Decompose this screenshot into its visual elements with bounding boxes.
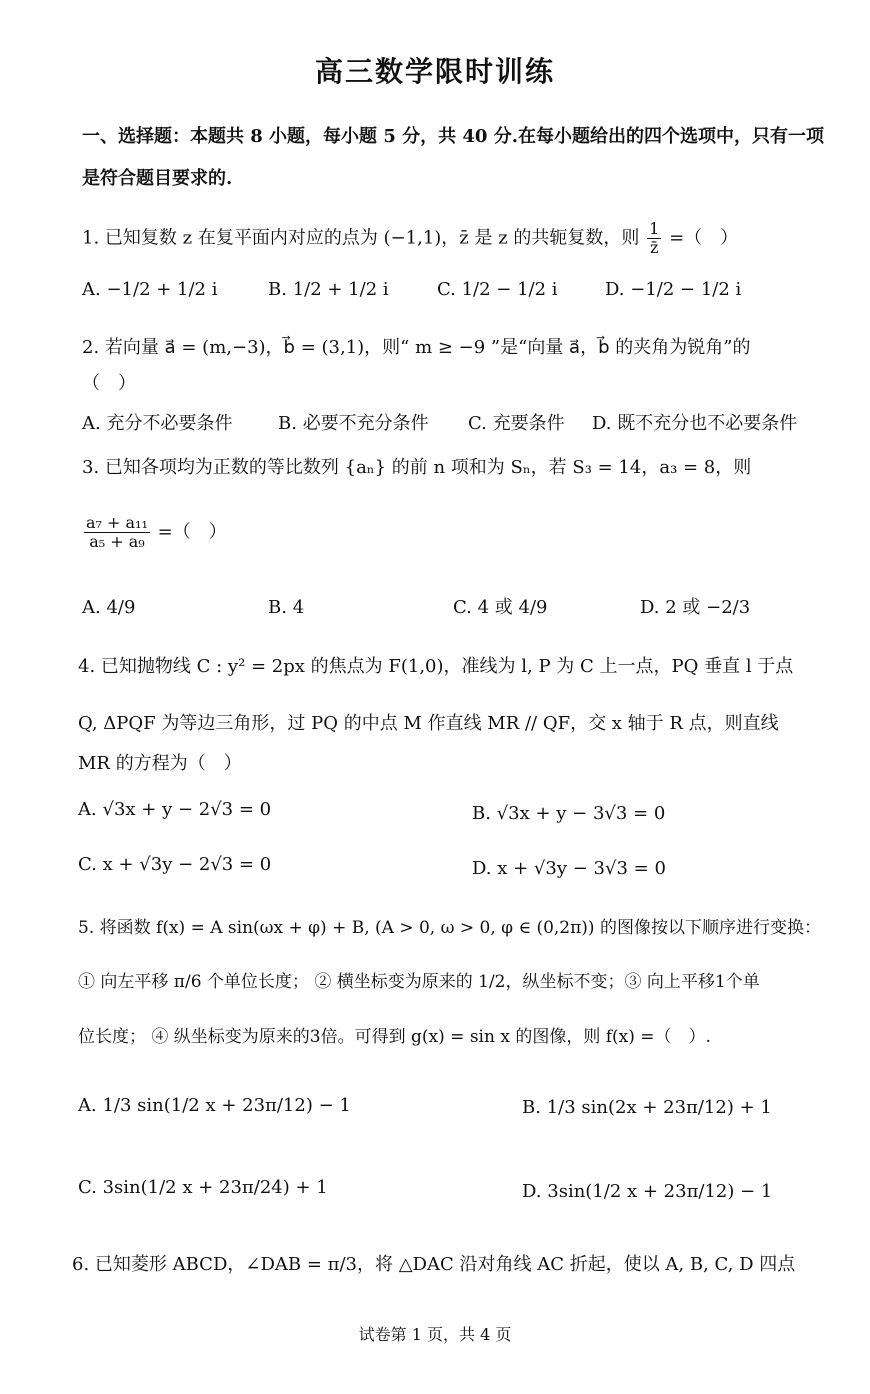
question-3-expression xyxy=(82,514,227,551)
question-4-line1: 4. 已知抛物线 C : y² = 2px 的焦点为 F(1,0)，准线为 l, P 为 C 上一点，PQ 垂直 l 于点 xyxy=(78,656,794,677)
question-3-option-b[interactable]: B. 4 xyxy=(268,597,305,618)
question-2-option-b[interactable]: B. 必要不充分条件 xyxy=(278,413,429,434)
question-5-option-b[interactable]: B. 1/3 sin(2x + 23π/12) + 1 xyxy=(522,1097,772,1118)
page-footer: 试卷第 1 页，共 4 页 xyxy=(358,1325,512,1344)
question-3-option-c[interactable]: C. 4 或 4/9 xyxy=(453,597,548,618)
question-1-stem-text: 1. 已知复数 z 在复平面内对应的点为 (−1,1)，z̄ 是 z 的共轭复数，则 xyxy=(82,227,640,249)
question-1-stem xyxy=(82,220,738,257)
question-4-option-b[interactable]: B. √3x + y − 3√3 = 0 xyxy=(472,803,666,824)
question-5-line3: 位长度； ④ 纵坐标变为原来的3倍。可得到 g(x) = sin x 的图像，则 f(x) =（ ）. xyxy=(78,1027,711,1047)
question-5-option-a[interactable]: A. 1/3 sin(1/2 x + 23π/12) − 1 xyxy=(78,1095,351,1116)
question-2-option-a[interactable]: A. 充分不必要条件 xyxy=(82,413,233,434)
question-3-stem: 3. 已知各项均为正数的等比数列 {aₙ} 的前 n 项和为 Sₙ，若 S₃ = 14，a₃ = 8，则 xyxy=(82,457,752,478)
question-5-option-c[interactable]: C. 3sin(1/2 x + 23π/24) + 1 xyxy=(78,1177,328,1198)
question-1-frac-den: z̄ xyxy=(650,238,659,257)
question-1-stem-tail: =（ ） xyxy=(669,227,739,249)
question-6-stem: 6. 已知菱形 ABCD，∠DAB = π/3，将 △DAC 沿对角线 AC 折起，使以 A, B, C, D 四点 xyxy=(72,1254,796,1275)
question-5-option-d[interactable]: D. 3sin(1/2 x + 23π/12) − 1 xyxy=(522,1181,773,1202)
question-4-option-c[interactable]: C. x + √3y − 2√3 = 0 xyxy=(78,854,272,875)
section-heading-line2: 是符合题目要求的. xyxy=(82,168,233,189)
question-3-frac-den: a₅ + a₉ xyxy=(89,532,145,551)
question-3-frac-num: a₇ + a₁₁ xyxy=(86,513,148,532)
question-4-line2: Q, ΔPQF 为等边三角形，过 PQ 的中点 M 作直线 MR // QF，交 x 轴于 R 点，则直线 xyxy=(78,713,779,734)
question-2-stem: 2. 若向量 a⃗ = (m,−3)，b⃗ = (3,1)，则“ m ≥ −9 ”是“向量 a⃗，b⃗ 的夹角为锐角”的 xyxy=(82,337,751,358)
question-1-option-d[interactable]: D. −1/2 − 1/2 i xyxy=(605,279,742,300)
section-heading-line1: 一、选择题：本题共 8 小题，每小题 5 分，共 40 分.在每小题给出的四个选项中，只有一项 xyxy=(82,126,824,147)
question-1-frac-num: 1 xyxy=(649,219,660,238)
question-2-option-c[interactable]: C. 充要条件 xyxy=(468,413,565,434)
question-3-option-a[interactable]: A. 4/9 xyxy=(82,597,136,618)
question-4-option-a[interactable]: A. √3x + y − 2√3 = 0 xyxy=(78,799,272,820)
question-3-fraction xyxy=(84,514,150,551)
question-2-paren: （ ） xyxy=(82,373,136,394)
question-3-option-d[interactable]: D. 2 或 −2/3 xyxy=(640,597,751,618)
question-4-option-d[interactable]: D. x + √3y − 3√3 = 0 xyxy=(472,858,666,879)
question-1-option-a[interactable]: A. −1/2 + 1/2 i xyxy=(82,279,218,300)
question-4-line3: MR 的方程为（ ） xyxy=(78,753,242,774)
question-1-fraction xyxy=(647,220,661,257)
page-title: 高三数学限时训练 xyxy=(314,55,555,88)
question-3-tail: =（ ） xyxy=(157,521,227,543)
question-1-option-c[interactable]: C. 1/2 − 1/2 i xyxy=(437,279,558,300)
question-5-line1: 5. 将函数 f(x) = A sin(ωx + φ) + B, (A > 0, ω > 0, φ ∈ (0,2π)) 的图像按以下顺序进行变换： xyxy=(78,918,821,938)
question-1-option-b[interactable]: B. 1/2 + 1/2 i xyxy=(268,279,389,300)
question-2-option-d[interactable]: D. 既不充分也不必要条件 xyxy=(592,413,798,434)
question-5-line2: ① 向左平移 π/6 个单位长度； ② 横坐标变为原来的 1/2，纵坐标不变；③ 向上平移1个单 xyxy=(78,972,760,992)
